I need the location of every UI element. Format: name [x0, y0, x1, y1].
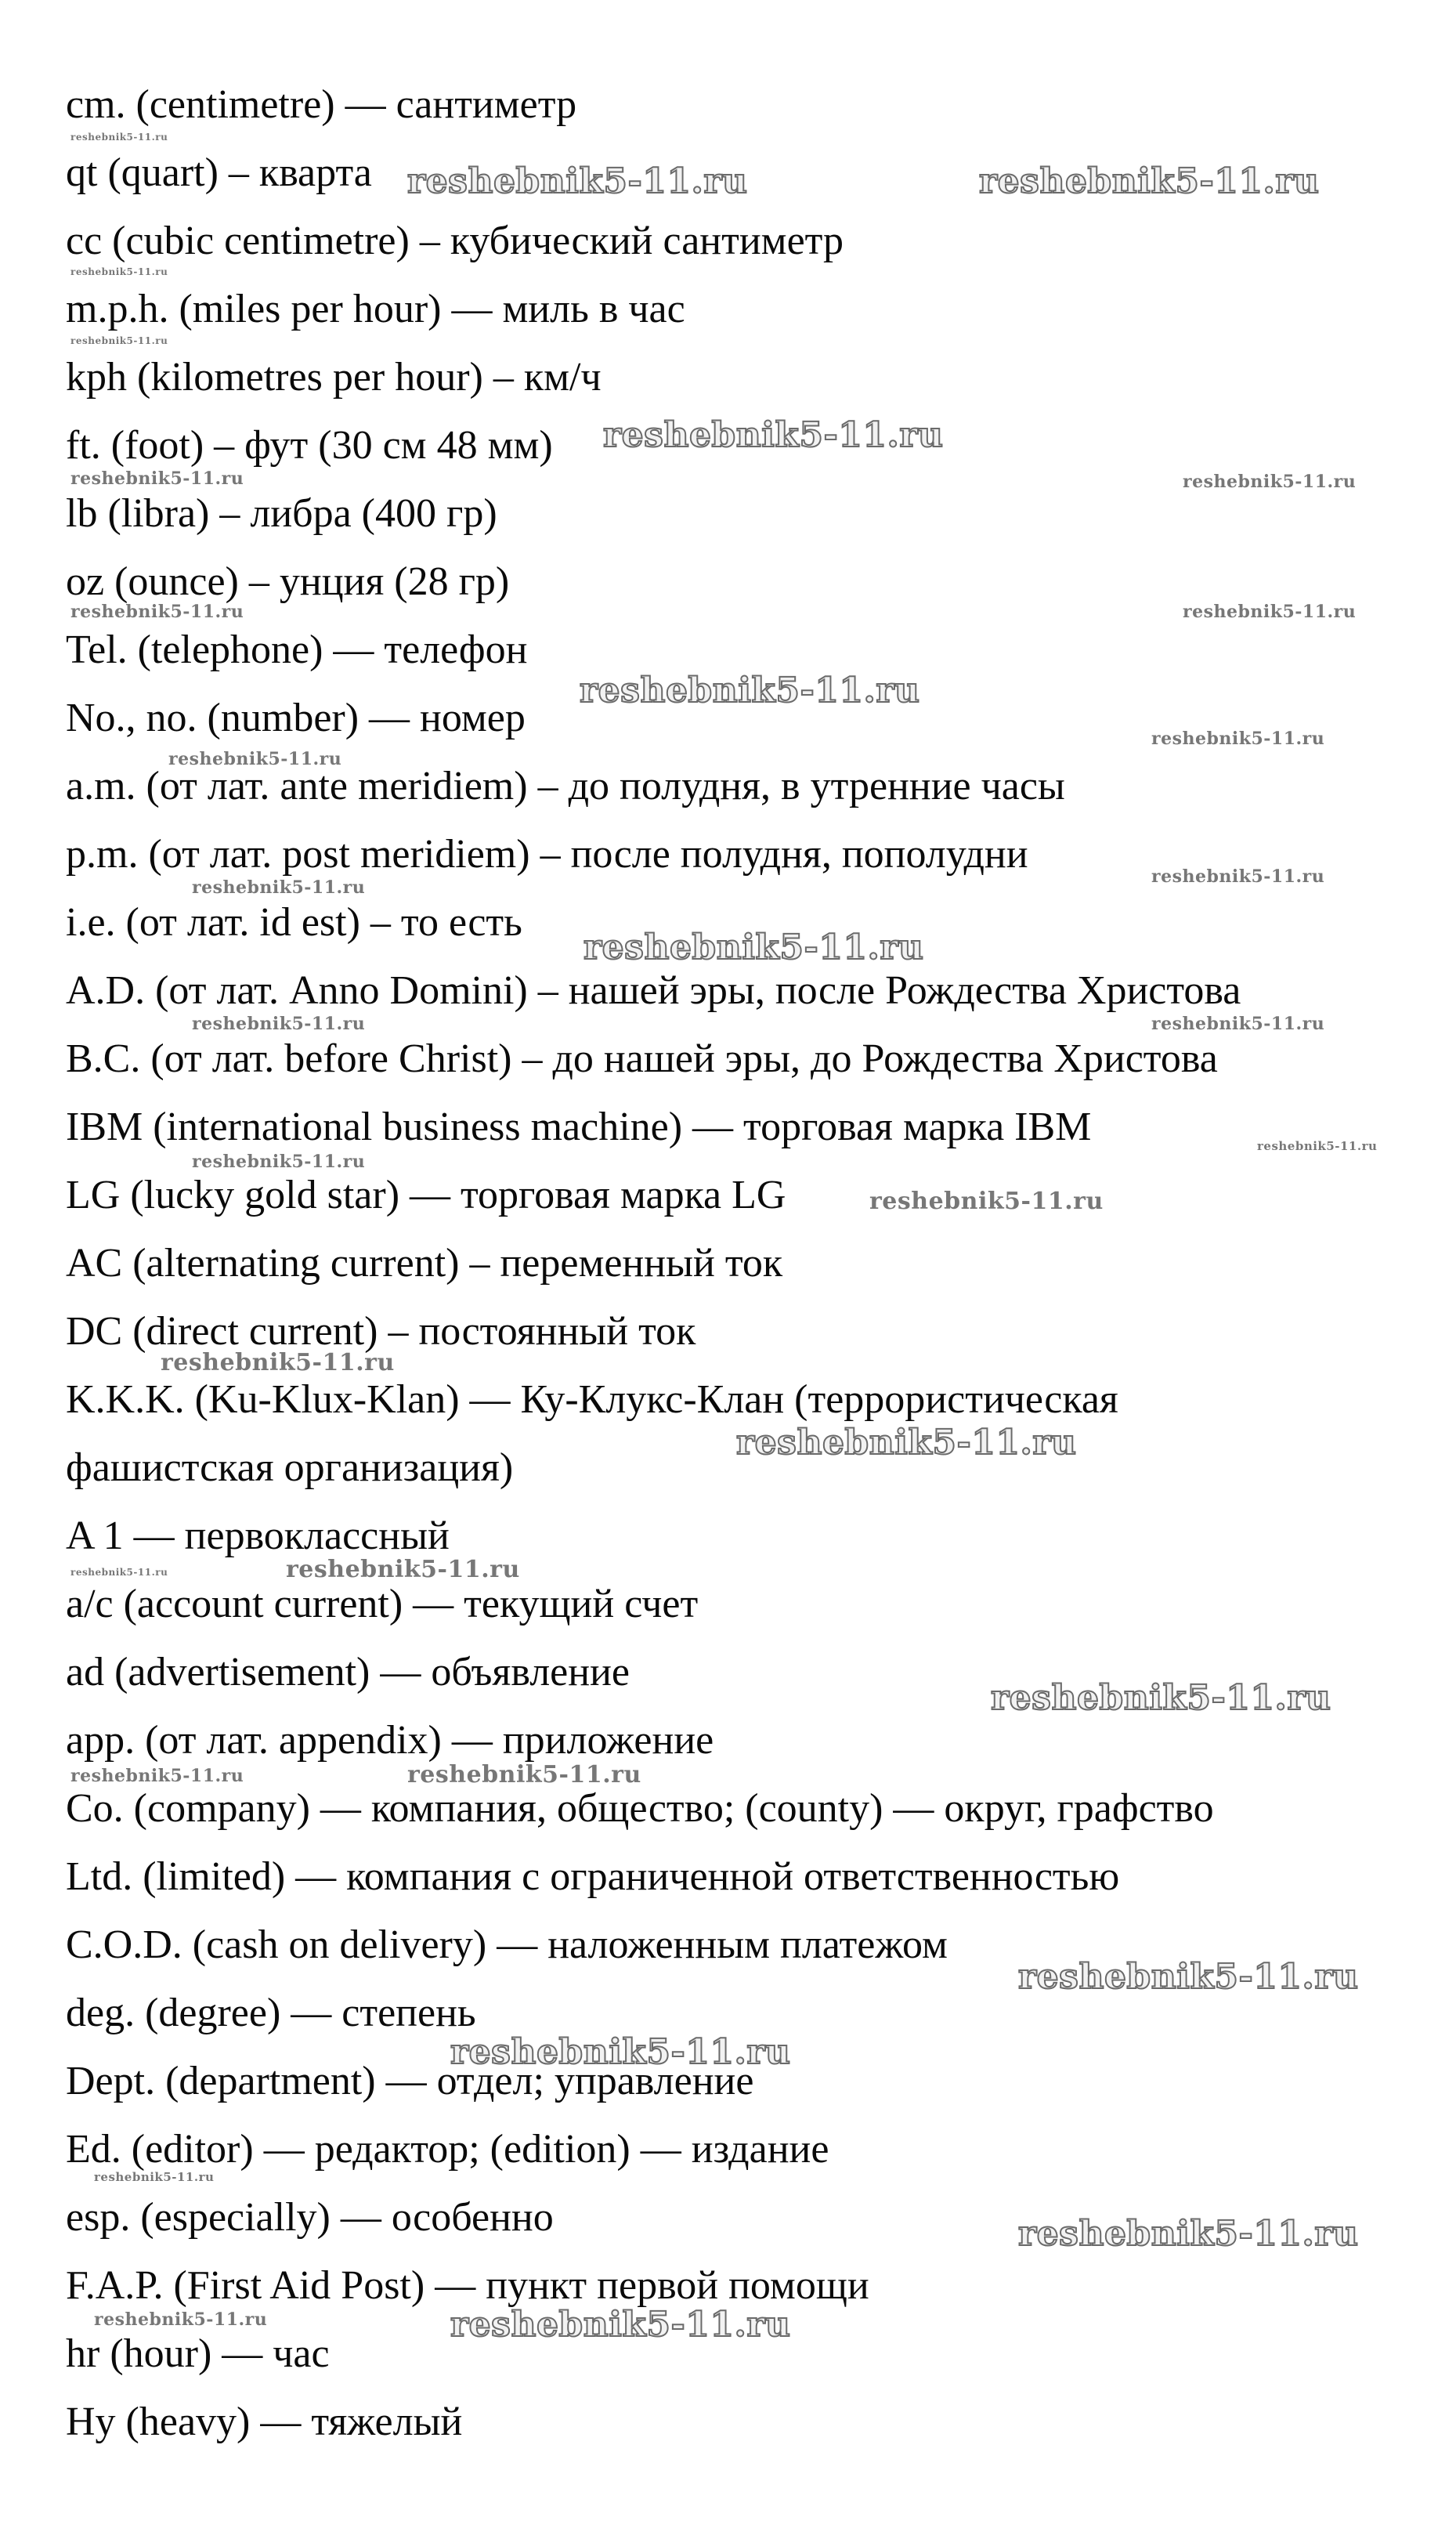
list-item: cm. (centimetre) — сантиметр: [66, 82, 577, 127]
watermark: reshebnik5-11.ru: [161, 1349, 395, 1376]
list-item: IBM (international business machine) — торговая марка IBM: [66, 1105, 1092, 1149]
watermark: reshebnik5-11.ru: [70, 335, 168, 346]
list-item: LG (lucky gold star) — торговая марка LG: [66, 1173, 786, 1217]
list-item: a/c (account current) — текущий счет: [66, 1582, 699, 1626]
list-item: ft. (foot) – фут (30 см 48 мм): [66, 423, 553, 468]
list-item: No., no. (number) — номер: [66, 696, 526, 740]
list-item: m.p.h. (miles per hour) — миль в час: [66, 287, 685, 331]
watermark: reshebnik5-11.ru: [94, 2170, 215, 2184]
watermark: reshebnik5-11.ru: [407, 1761, 641, 1788]
watermark: reshebnik5-11.ru: [192, 877, 366, 898]
watermark: reshebnik5-11.ru: [70, 602, 244, 622]
list-item: Co. (company) — компания, общество; (county) — округ, графство: [66, 1786, 1214, 1831]
list-item: i.e. (от лат. id est) – то есть: [66, 900, 522, 945]
watermark: reshebnik5-11.ru: [450, 2032, 791, 2072]
watermark: reshebnik5-11.ru: [70, 468, 244, 489]
watermark: reshebnik5-11.ru: [991, 1678, 1331, 1718]
list-item: фашистская организация): [66, 1445, 514, 1490]
list-item: Hy (heavy) — тяжелый: [66, 2400, 463, 2444]
watermark: reshebnik5-11.ru: [603, 415, 944, 455]
list-item: Dept. (department) — отдел; управление: [66, 2059, 754, 2103]
watermark: reshebnik5-11.ru: [580, 671, 920, 711]
list-item: B.C. (от лат. before Christ) – до нашей эры, до Рождества Христова: [66, 1036, 1218, 1081]
list-item: a.m. (от лат. ante meridiem) – до полудня, в утренние часы: [66, 764, 1065, 808]
watermark: reshebnik5-11.ru: [1018, 1957, 1359, 1997]
list-item: kph (kilometres per hour) – км/ч: [66, 355, 602, 400]
list-item: C.O.D. (cash on delivery) — наложенным платежом: [66, 1922, 948, 1967]
list-item: p.m. (от лат. post meridiem) – после полудня, пополудни: [66, 832, 1028, 877]
watermark: reshebnik5-11.ru: [1151, 866, 1325, 887]
watermark: reshebnik5-11.ru: [70, 1567, 168, 1578]
watermark: reshebnik5-11.ru: [1151, 1014, 1325, 1034]
watermark: reshebnik5-11.ru: [1018, 2214, 1359, 2254]
list-item: deg. (degree) — степень: [66, 1991, 476, 2035]
watermark: reshebnik5-11.ru: [70, 266, 168, 277]
watermark: reshebnik5-11.ru: [736, 1423, 1077, 1463]
list-item: F.A.P. (First Aid Post) — пункт первой помощи: [66, 2263, 869, 2308]
watermark: reshebnik5-11.ru: [192, 1014, 366, 1034]
watermark: reshebnik5-11.ru: [407, 161, 748, 201]
list-item: Ed. (editor) — редактор; (edition) — издание: [66, 2127, 829, 2172]
watermark: reshebnik5-11.ru: [1183, 472, 1357, 492]
list-item: A.D. (от лат. Anno Domini) – нашей эры, после Рождества Христова: [66, 968, 1241, 1013]
list-item: qt (quart) – кварта: [66, 150, 372, 195]
list-item: hr (hour) — час: [66, 2331, 330, 2376]
watermark: reshebnik5-11.ru: [979, 161, 1320, 201]
list-item: K.K.K. (Ku-Klux-Klan) — Ку-Клукс-Клан (террористическая: [66, 1377, 1118, 1422]
list-item: lb (libra) – либра (400 гр): [66, 491, 497, 536]
watermark: reshebnik5-11.ru: [168, 749, 342, 769]
watermark: reshebnik5-11.ru: [1151, 729, 1325, 749]
watermark: reshebnik5-11.ru: [583, 928, 924, 967]
list-item: app. (от лат. appendix) — приложение: [66, 1718, 714, 1763]
list-item: Tel. (telephone) — телефон: [66, 627, 528, 672]
list-item: cc (cubic centimetre) – кубический сантиметр: [66, 219, 844, 263]
list-item: AC (alternating current) – переменный ток: [66, 1241, 783, 1286]
watermark: reshebnik5-11.ru: [70, 132, 168, 143]
watermark: reshebnik5-11.ru: [450, 2305, 791, 2345]
watermark: reshebnik5-11.ru: [1257, 1139, 1378, 1153]
list-item: oz (ounce) – унция (28 гр): [66, 559, 510, 604]
list-item: Ltd. (limited) — компания с ограниченной ответственностью: [66, 1854, 1120, 1899]
list-item: DC (direct current) – постоянный ток: [66, 1309, 696, 1354]
watermark: reshebnik5-11.ru: [286, 1556, 520, 1583]
watermark: reshebnik5-11.ru: [192, 1152, 366, 1172]
watermark: reshebnik5-11.ru: [70, 1766, 244, 1786]
watermark: reshebnik5-11.ru: [869, 1188, 1104, 1215]
list-item: esp. (especially) — особенно: [66, 2195, 554, 2240]
list-item: A 1 — первоклассный: [66, 1514, 450, 1558]
watermark: reshebnik5-11.ru: [1183, 602, 1357, 622]
list-item: ad (advertisement) — объявление: [66, 1650, 630, 1694]
watermark: reshebnik5-11.ru: [94, 2309, 268, 2330]
